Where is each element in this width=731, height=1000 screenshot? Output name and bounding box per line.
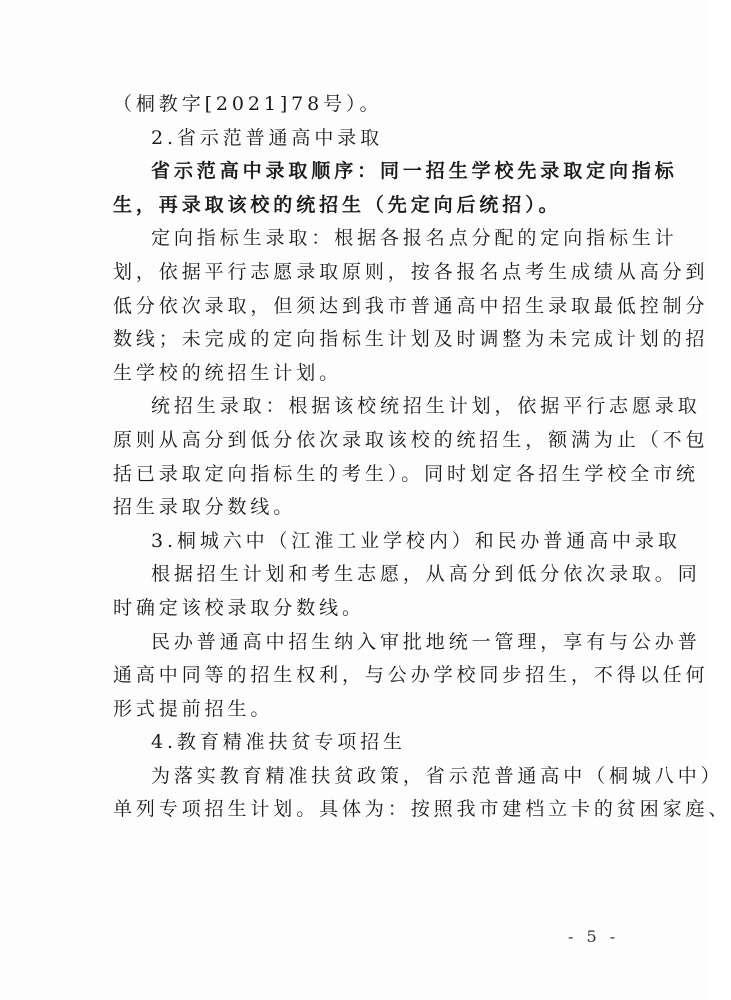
document-body	[113, 88, 731, 827]
bold-text-line: 生，再录取该校的统招生（先定向后统招）。	[113, 193, 562, 216]
text-line: 划，依据平行志愿录取原则，按各报名点考生成绩从高分到	[113, 260, 709, 283]
text-line: 低分依次录取，但须达到我市普通高中招生录取最低控制分	[113, 294, 709, 317]
section-heading: 2.省示范普通高中录取	[151, 126, 384, 149]
text-line: 数线；未完成的定向指标生计划及时调整为未完成计划的招	[113, 328, 709, 351]
text-line: 通高中同等的招生权利，与公办学校同步招生，不得以任何	[113, 664, 709, 687]
text-line: 统招生录取：根据该校统招生计划，依据平行志愿录取	[151, 395, 701, 418]
text-line: 时确定该校录取分数线。	[113, 596, 365, 619]
text-line: 形式提前招生。	[113, 697, 274, 720]
text-line: 括已录取定向指标生的考生）。同时划定各招生学校全市统	[113, 462, 699, 485]
page-number: - 5 -	[568, 927, 620, 946]
bold-text-line: 省示范高中录取顺序：同一招生学校先录取定向指标	[151, 160, 678, 183]
text-line: 原则从高分到低分依次录取该校的统招生，额满为止（不包	[113, 428, 709, 451]
text-line: 民办普通高中招生纳入审批地统一管理，享有与公办普	[151, 630, 701, 653]
section-heading: 4.教育精准扶贫专项招生	[151, 731, 406, 754]
text-line: 招生录取分数线。	[113, 496, 297, 519]
text-line: 定向指标生录取：根据各报名点分配的定向指标生计	[151, 227, 678, 250]
section-heading: 3.桐城六中（江淮工业学校内）和民办普通高中录取	[151, 529, 681, 552]
text-line: 根据招生计划和考生志愿，从高分到低分依次录取。同	[151, 563, 701, 586]
text-line: 为落实教育精准扶贫政策，省示范普通高中（桐城八中）	[151, 764, 724, 787]
text-line: 生学校的统招生计划。	[113, 361, 343, 384]
text-line: （桐教字[2021]78号）。	[113, 93, 383, 115]
text-line: 单列专项招生计划。具体为：按照我市建档立卡的贫困家庭、	[113, 798, 731, 821]
